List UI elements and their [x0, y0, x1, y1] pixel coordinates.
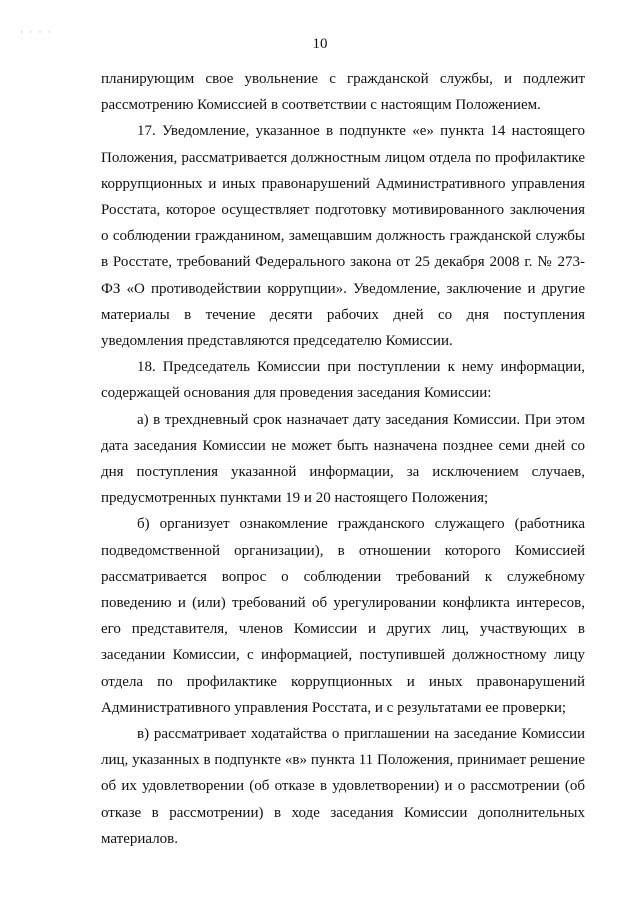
paragraph-subitem-v: в) рассматривает ходатайства о приглашении на заседание Комиссии лиц, указанных в подпункте «в» пункта 11 Положения, принимает решение об их удовлетворении (об отказе в удовлетворении) и о рассмотрении (об отказе в рассмотрении) в ходе заседания Комиссии дополнительных материалов.: [101, 726, 585, 847]
page-number: 10: [312, 36, 328, 52]
document-body: [101, 66, 585, 852]
paragraph-subitem-b: б) организует ознакомление гражданского служащего (работника подведомственной организации), в отношении которого Комиссией рассматривается вопрос о соблюдении требований к служебному поведению и (или) требований об урегулировании конфликта интересов, его представителя, членов Комиссии и других лиц, участвующих в заседании Комиссии, с информацией, поступившей должностному лицу отдела по профилактике коррупционных и иных правонарушений Административного управления Росстата, и с результатами ее проверки;: [101, 516, 585, 716]
scan-artifact-mark: · · · ·: [20, 27, 53, 37]
paragraph-continuation: планирующим свое увольнение с гражданской службы, и подлежит рассмотрению Комиссией в соответствии с настоящим Положением.: [101, 71, 585, 114]
paragraph-item-17: 17. Уведомление, указанное в подпункте «е» пункта 14 настоящего Положения, рассматривается должностным лицом отдела по профилактике коррупционных и иных правонарушений Административного управления Росстата, которое осуществляет подготовку мотивированного заключения о соблюдении гражданином, замещавшим должность гражданской службы в Росстате, требований Федерального закона от 25 декабря 2008 г. № 273-ФЗ «О противодействии коррупции». Уведомление, заключение и другие материалы в течение десяти рабочих дней со дня поступления уведомления представляются председателю Комиссии.: [101, 123, 585, 350]
paragraph-item-18: 18. Председатель Комиссии при поступлении к нему информации, содержащей основания для проведения заседания Комиссии:: [101, 359, 585, 402]
paragraph-subitem-a: а) в трехдневный срок назначает дату заседания Комиссии. При этом дата заседания Комиссии не может быть назначена позднее семи дней со дня поступления указанной информации, за исключением случаев, предусмотренных пунктами 19 и 20 настоящего Положения;: [101, 411, 585, 507]
